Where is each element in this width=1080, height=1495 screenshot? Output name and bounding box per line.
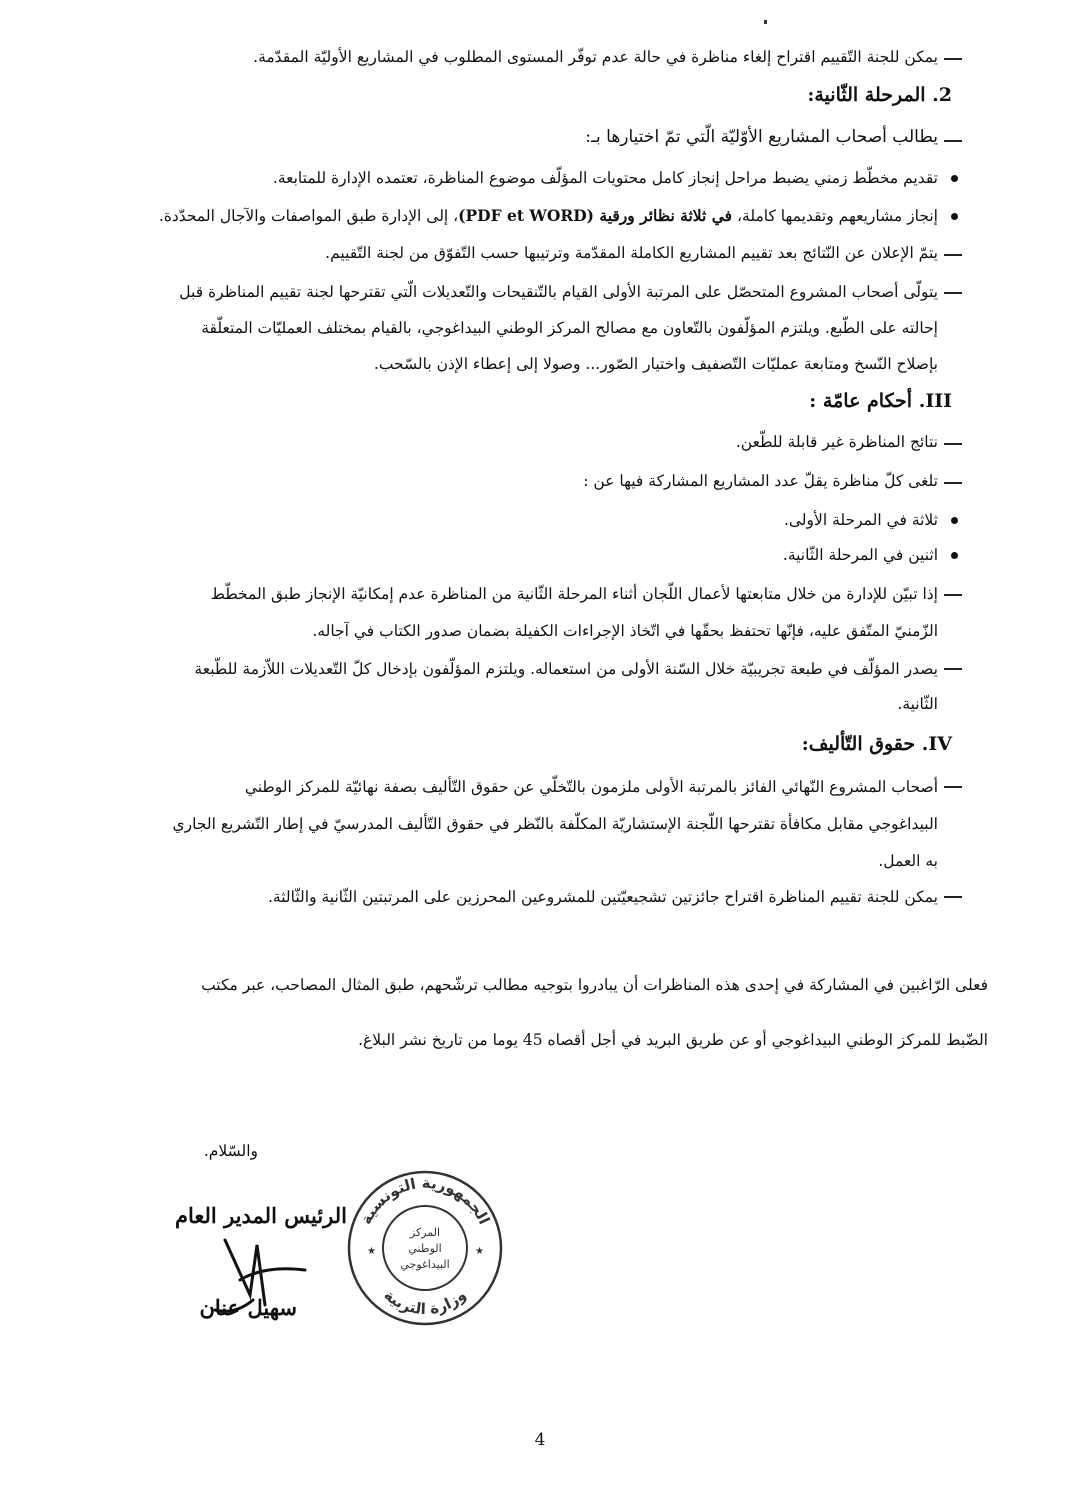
text-line: بإصلاح النّسخ ومتابعة عمليّات التّصفيف واختيار الصّور... وصولا إلى إعطاء الإذن بالسّحب. <box>373 355 938 373</box>
stamp-inner-text: الوطني <box>408 1242 442 1255</box>
text-line: تلغى كلّ مناظرة يقلّ عدد المشاريع المشاركة فيها عن : <box>583 472 938 490</box>
text-line: يمكن للجنة التّقييم اقتراح إلغاء مناظرة في حالة عدم توفّر المستوى المطلوب في المشاريع الأوليّة المقدّمة. <box>253 48 938 66</box>
closing-paragraph-line: فعلى الرّاغبين في المشاركة في إحدى هذه المناظرات أن يبادروا بتوجيه مطالب ترشّحهم، طبق المثال المصاحب، عبر مكتب <box>201 976 988 994</box>
salutation: والسّلام. <box>203 1142 258 1160</box>
stamp-outer-bottom-text: وزارة التربية <box>380 1285 470 1319</box>
section-heading-copyright: IV. حقوق التّأليف: <box>801 733 952 755</box>
text-span: ، إلى الإدارة طبق المواصفات والآجال المحدّدة. <box>158 207 459 225</box>
stamp-outer-top-text: الجمهورية التونسية <box>356 1173 494 1228</box>
section-heading-phase-two: 2. المرحلة الثّانية: <box>807 84 952 106</box>
text-line: أصحاب المشروع النّهائي الفائز بالمرتبة الأولى ملزمون بالتّخلّي عن حقوق التّأليف بصفة نهائيّة للمركز الوطني <box>244 778 938 796</box>
text-line: يتمّ الإعلان عن النّتائج بعد تقييم المشاريع الكاملة المقدّمة وترتيبها حسب التّفوّق من لجنة التّقييم. <box>325 244 938 262</box>
bullet-line: ثلاثة في المرحلة الأولى. <box>783 511 938 529</box>
stamp-star-icon: ★ <box>475 1246 484 1257</box>
text-line: إحالته على الطّبع. ويلتزم المؤلّفون بالتّعاون مع مصالح المركز الوطني البيداغوجي، بالقيام بمختلف العمليّات المتعلّقة <box>201 319 938 337</box>
signatory-name: سهيل عنان <box>199 1295 297 1320</box>
bullet-line: اثنين في المرحلة الثّانية. <box>782 546 938 564</box>
stamp-inner-text: البيداغوجي <box>400 1258 450 1271</box>
stamp-star-icon: ★ <box>367 1246 376 1257</box>
bullet-line: تقديم مخطّط زمني يضبط مراحل إنجاز كامل محتويات المؤلّف موضوع المناظرة، تعتمده الإدارة للمتابعة. <box>272 169 938 187</box>
handwritten-signature <box>195 1225 315 1325</box>
text-line: به العمل. <box>878 852 938 870</box>
page-number: 4 <box>534 1430 546 1450</box>
text-span: إنجاز مشاريعهم وتقديمها كاملة، <box>732 207 938 225</box>
text-line: نتائج المناظرة غير قابلة للطّعن. <box>735 433 938 451</box>
stamp-inner-text: المركز <box>409 1226 441 1239</box>
text-line: يطالب أصحاب المشاريع الأوّليّة الّتي تمّ اختيارها بـ: <box>585 127 938 147</box>
text-line: الثّانية. <box>897 695 938 713</box>
text-line: يتولّى أصحاب المشروع المتحصّل على المرتبة الأولى القيام بالتّنقيحات والتّعديلات الّتي تقترحها لجنة تقييم المناظرة قبل <box>179 283 938 301</box>
text-line: البيداغوجي مقابل مكافأة تقترحها اللّجنة الإستشاريّة المكلّفة بالنّظر في حقوق التّأليف المدرسيّ في إطار التّشريع الجاري <box>172 815 938 833</box>
text-span-bold: في ثلاثة نظائر ورقية (PDF et WORD) <box>458 206 733 225</box>
text-line: الزّمنيّ المتّفق عليه، فإنّها تحتفظ بحقّها في اتّخاذ الإجراءات الكفيلة بضمان صدور الكتاب في آجاله. <box>312 622 938 640</box>
closing-paragraph-line: الضّبط للمركز الوطني البيداغوجي أو عن طريق البريد في أجل أقصاه 45 يوما من تاريخ نشر البلاغ. <box>358 1031 988 1049</box>
text-line: يصدر المؤلّف في طبعة تجريبيّة خلال السّنة الأولى من استعماله. ويلتزم المؤلّفون بإدخال كلّ التّعديلات اللاّزمة للطّبعة <box>194 660 938 678</box>
text-line: إذا تبيّن للإدارة من خلال متابعتها لأعمال اللّجان أثناء المرحلة الثّانية من المناظرة عدم إمكانيّة الإنجاز طبق المخطّط <box>210 585 938 603</box>
official-stamp <box>345 1168 505 1328</box>
signatory-title: الرئيس المدير العام <box>175 1203 347 1228</box>
bullet-line <box>0 205 1080 227</box>
svg-text:الجمهورية التونسية <box>357 1174 494 1227</box>
section-heading-general-provisions: III. أحكام عامّة : <box>809 390 952 412</box>
scan-mark <box>764 20 767 24</box>
text-line: يمكن للجنة تقييم المناظرة اقتراح جائزتين تشجيعيّتين للمشروعين المحرزين على المرتبتين الثّانية والثّالثة. <box>268 888 938 906</box>
